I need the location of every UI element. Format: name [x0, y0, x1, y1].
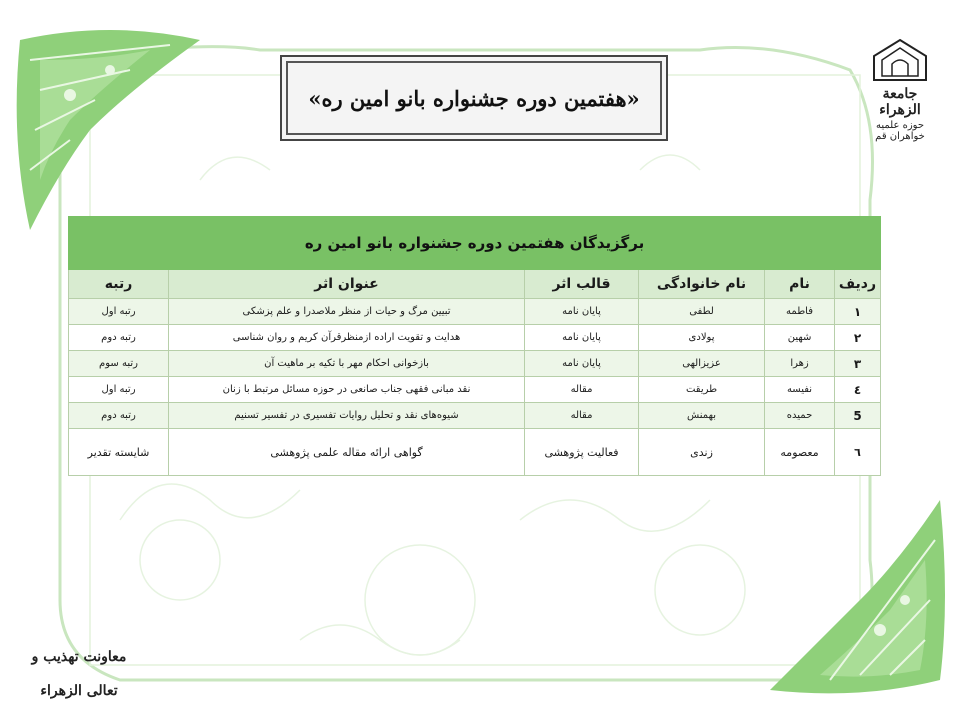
table-row	[69, 403, 881, 429]
logo-line-1: جامعة	[882, 86, 918, 102]
cell-title: نقد مبانی فقهی جناب صانعی در حوزه مسائل مرتبط با زنان	[169, 377, 525, 403]
cell-format: فعالیت پژوهشی	[525, 429, 639, 476]
cell-format: پایان نامه	[525, 351, 639, 377]
column-header-format: قالب اثر	[525, 270, 639, 299]
cell-radif: ۲	[835, 325, 881, 351]
column-header-name: نام	[765, 270, 835, 299]
column-header-family: نام خانوادگی	[639, 270, 765, 299]
table-row	[69, 299, 881, 325]
cell-family: بهمنش	[639, 403, 765, 429]
table-row	[69, 377, 881, 403]
logo-emblem-icon	[870, 38, 930, 82]
logo-subtitle: حوزه علمیه خواهران قم	[875, 120, 925, 142]
cell-radif: ۱	[835, 299, 881, 325]
cell-family: عزیزالهی	[639, 351, 765, 377]
cell-name: حمیده	[765, 403, 835, 429]
table-header-row	[69, 270, 881, 299]
cell-format: مقاله	[525, 403, 639, 429]
cell-title: بازخوانی احکام مهر با تکیه بر ماهیت آن	[169, 351, 525, 377]
cell-format: مقاله	[525, 377, 639, 403]
winners-table	[68, 216, 881, 476]
logo-line-2: الزهراء	[879, 102, 921, 118]
cell-family: پولادی	[639, 325, 765, 351]
cell-format: پایان نامه	[525, 299, 639, 325]
cell-family: زندی	[639, 429, 765, 476]
column-header-radif: ردیف	[835, 270, 881, 299]
leaf-corner-bottom-right	[770, 500, 945, 693]
cell-name: نفیسه	[765, 377, 835, 403]
cell-format: پایان نامه	[525, 325, 639, 351]
cell-title: شیوه‌های نقد و تحلیل روایات تفسیری در تفسیر تسنیم	[169, 403, 525, 429]
jameat-alzahra-logo	[862, 38, 938, 142]
cell-rank: رتبه اول	[69, 299, 169, 325]
cell-rank: شایسته تقدیر	[69, 429, 169, 476]
column-header-rank: رتبه	[69, 270, 169, 299]
table-caption: برگزیدگان هفتمین دوره جشنواره بانو امین ره	[69, 217, 881, 270]
table-row	[69, 325, 881, 351]
cell-rank: رتبه اول	[69, 377, 169, 403]
table-caption-row	[69, 217, 881, 270]
page-title-box	[280, 55, 668, 141]
cell-family: لطفی	[639, 299, 765, 325]
page-title: «هفتمین دوره جشنواره بانو امین ره»	[308, 85, 640, 111]
cell-radif: ٦	[835, 429, 881, 476]
cell-title: گواهی ارائه مقاله علمی پژوهشی	[169, 429, 525, 476]
column-header-title: عنوان اثر	[169, 270, 525, 299]
table-row	[69, 351, 881, 377]
leaf-corner-top-left	[17, 30, 200, 230]
cell-radif: ۳	[835, 351, 881, 377]
cell-name: فاطمه	[765, 299, 835, 325]
cell-name: شهین	[765, 325, 835, 351]
cell-radif: ٤	[835, 377, 881, 403]
cell-name: زهرا	[765, 351, 835, 377]
cell-title: تبیین مرگ و حیات از منظر ملاصدرا و علم پزشکی	[169, 299, 525, 325]
cell-rank: رتبه دوم	[69, 325, 169, 351]
cell-rank: رتبه سوم	[69, 351, 169, 377]
cell-rank: رتبه دوم	[69, 403, 169, 429]
cell-name: معصومه	[765, 429, 835, 476]
table-row	[69, 429, 881, 476]
cell-radif: 5	[835, 403, 881, 429]
cell-title: هدایت و تقویت اراده ازمنظرقرآن کریم و روان شناسی	[169, 325, 525, 351]
signature-calligraphy: معاونت تهذیب و تعالی الزهراء	[31, 649, 127, 699]
cell-family: طریقت	[639, 377, 765, 403]
